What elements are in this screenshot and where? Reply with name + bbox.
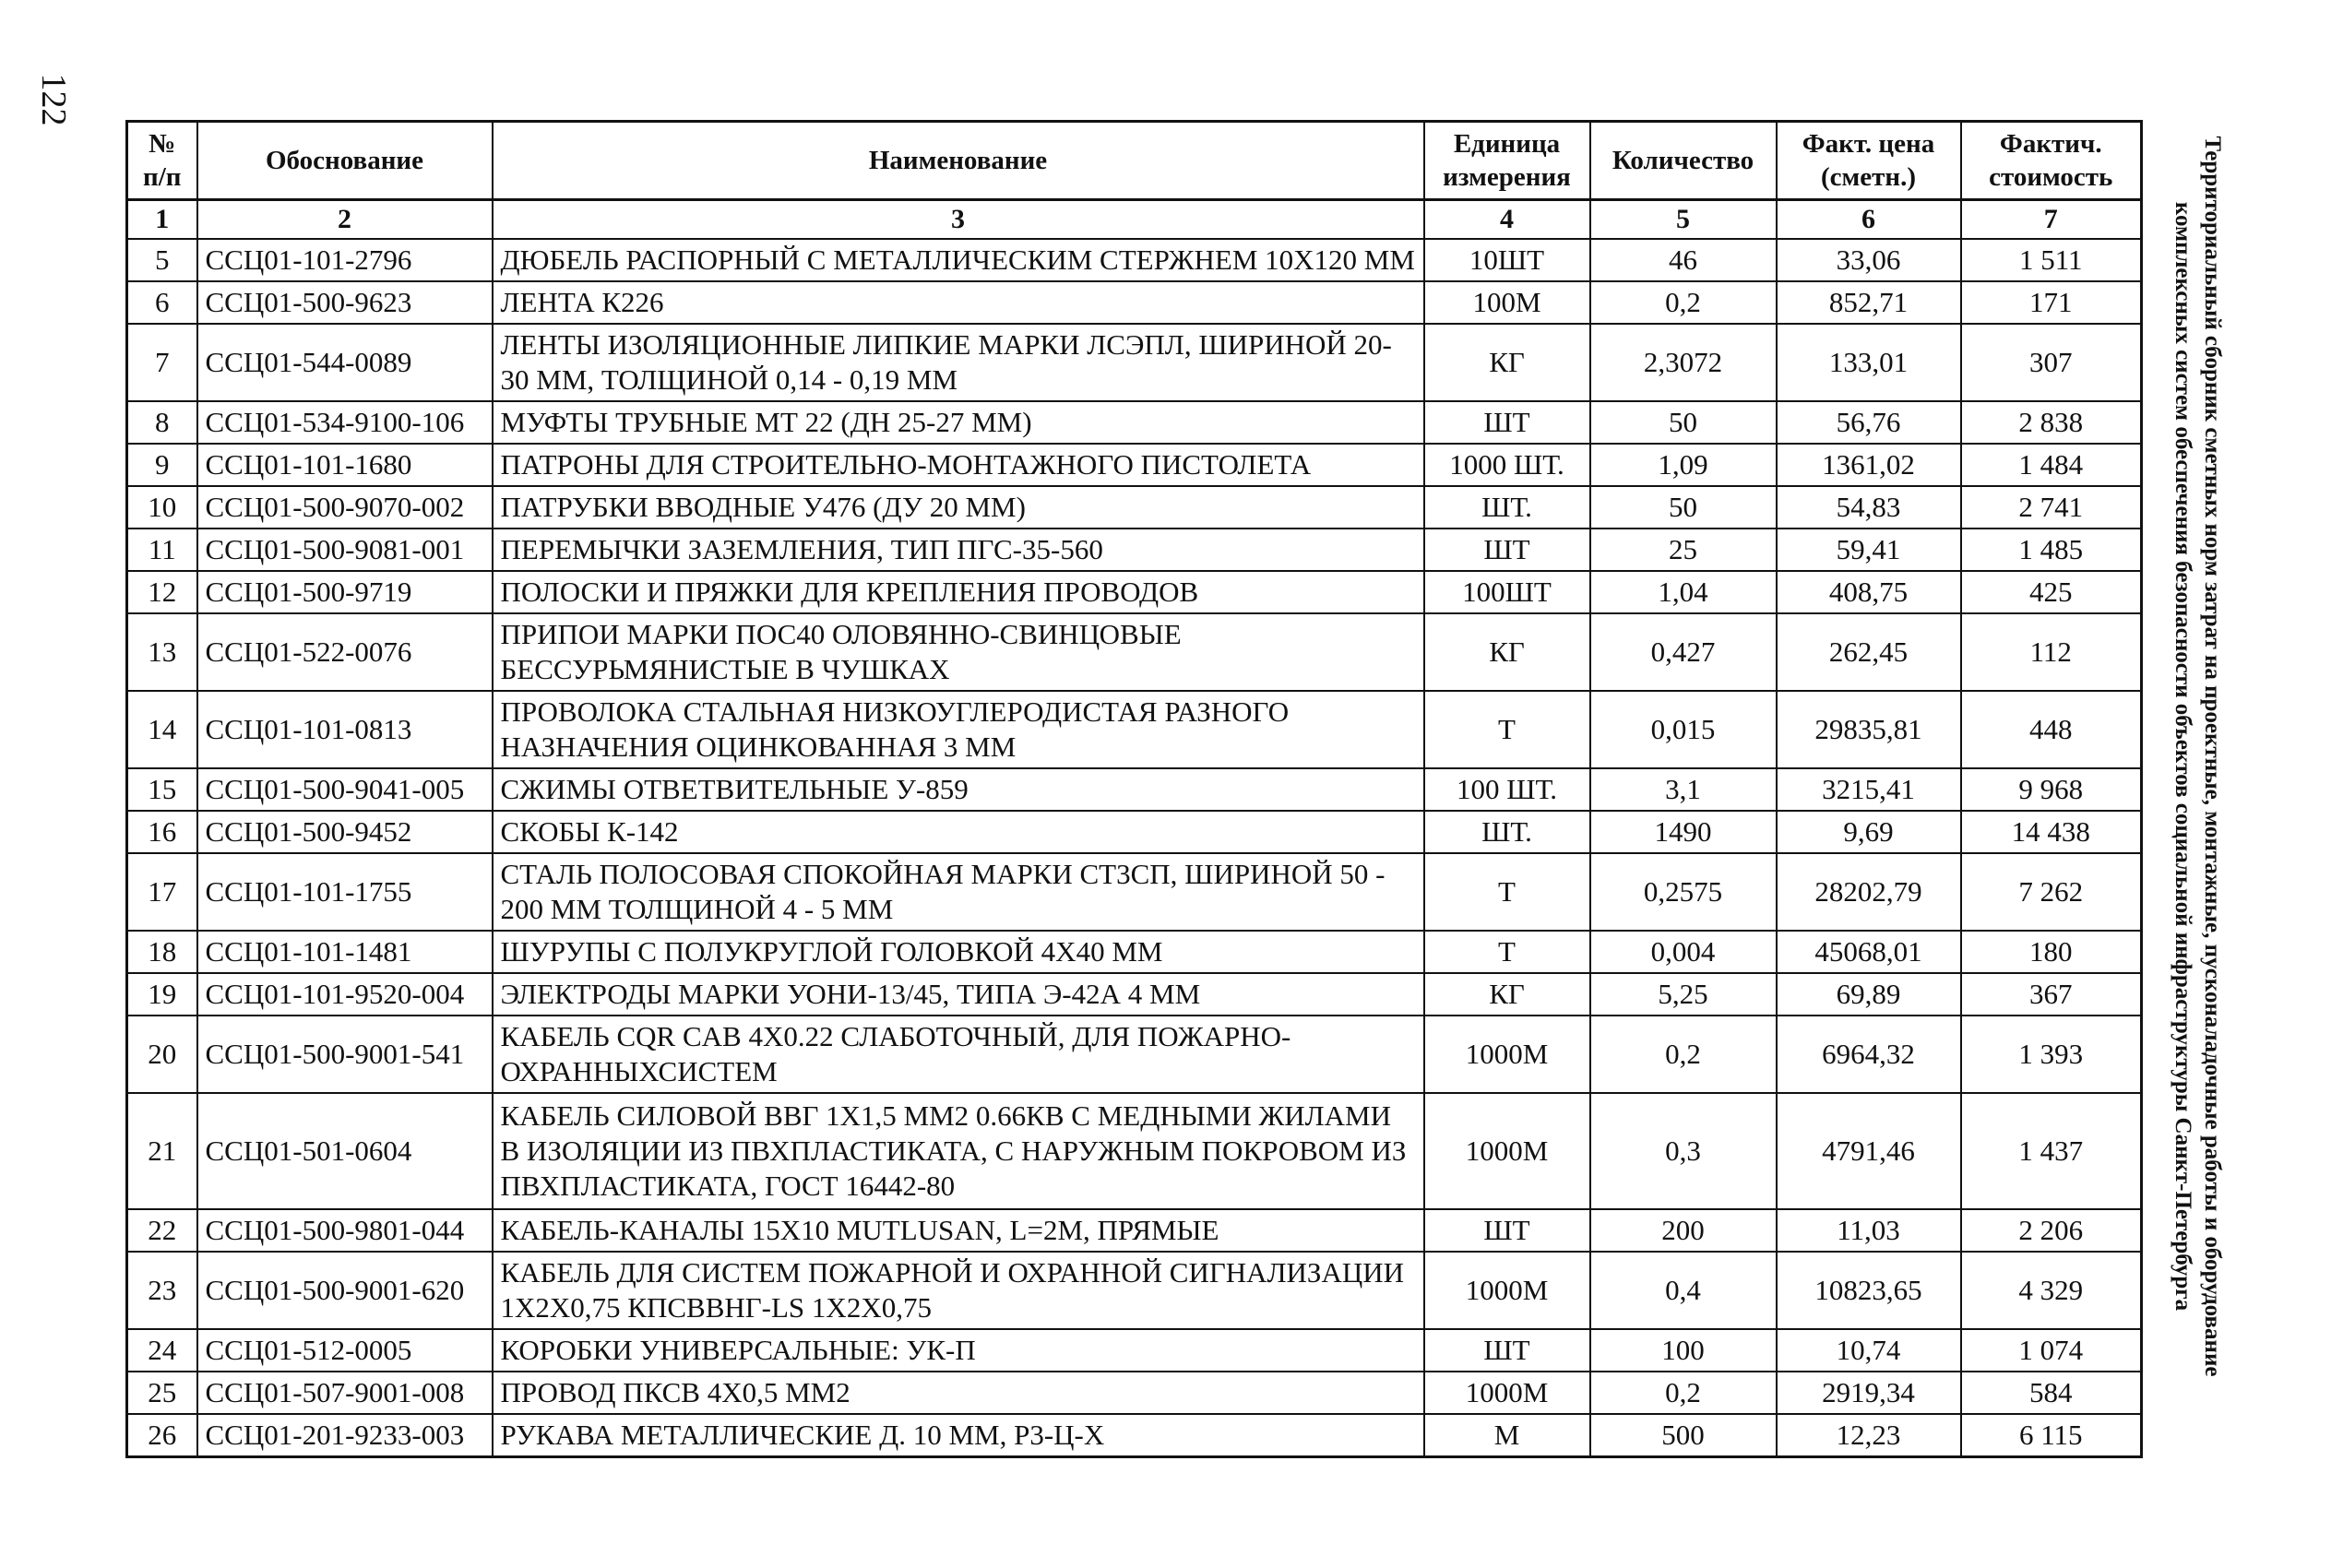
cell-cost: 1 393 (1961, 1016, 2142, 1093)
cell-cost: 307 (1961, 324, 2142, 401)
cell-name: ПРОВОЛОКА СТАЛЬНАЯ НИЗКОУГЛЕРОДИСТАЯ РАЗНОГО НАЗНАЧЕНИЯ ОЦИНКОВАННАЯ 3 ММ (493, 691, 1424, 768)
table-row (127, 401, 2142, 444)
table-row (127, 1329, 2142, 1372)
cell-unit: ШТ (1424, 401, 1590, 444)
cell-basis: ССЦ01-500-9719 (197, 571, 493, 613)
cell-unit: 1000М (1424, 1016, 1590, 1093)
cell-cost: 1 484 (1961, 444, 2142, 486)
cell-unit: КГ (1424, 973, 1590, 1016)
cell-unit: 1000М (1424, 1093, 1590, 1209)
cell-no: 10 (127, 486, 197, 529)
cell-no: 17 (127, 853, 197, 931)
cell-qty: 0,2575 (1590, 853, 1777, 931)
cell-no: 24 (127, 1329, 197, 1372)
cell-qty: 2,3072 (1590, 324, 1777, 401)
cell-name: ЭЛЕКТРОДЫ МАРКИ УОНИ-13/45, ТИПА Э-42А 4 ММ (493, 973, 1424, 1016)
table-row (127, 1252, 2142, 1329)
cell-cost: 171 (1961, 281, 2142, 324)
cell-name: ПРИПОИ МАРКИ ПОС40 ОЛОВЯННО-СВИНЦОВЫЕ БЕССУРЬМЯНИСТЫЕ В ЧУШКАХ (493, 613, 1424, 691)
cell-cost: 1 437 (1961, 1093, 2142, 1209)
cell-cost: 584 (1961, 1372, 2142, 1414)
cell-no: 26 (127, 1414, 197, 1457)
cell-price: 45068,01 (1777, 931, 1961, 973)
cell-cost: 7 262 (1961, 853, 2142, 931)
cell-no: 11 (127, 529, 197, 571)
cell-unit: ШТ. (1424, 811, 1590, 853)
cell-basis: ССЦ01-500-9081-001 (197, 529, 493, 571)
cell-price: 54,83 (1777, 486, 1961, 529)
cell-no: 5 (127, 239, 197, 281)
table-row (127, 1093, 2142, 1209)
cell-cost: 1 485 (1961, 529, 2142, 571)
cell-qty: 0,2 (1590, 281, 1777, 324)
cell-no: 23 (127, 1252, 197, 1329)
cell-unit: 100 ШТ. (1424, 768, 1590, 811)
cell-price: 28202,79 (1777, 853, 1961, 931)
header-name: Наименование (493, 122, 1424, 200)
header-price: Факт. цена (сметн.) (1777, 122, 1961, 200)
cell-name: ЛЕНТЫ ИЗОЛЯЦИОННЫЕ ЛИПКИЕ МАРКИ ЛСЭПЛ, ШИРИНОЙ 20-30 ММ, ТОЛЩИНОЙ 0,14 - 0,19 ММ (493, 324, 1424, 401)
column-number: 7 (1961, 200, 2142, 240)
table-row (127, 571, 2142, 613)
cell-qty: 25 (1590, 529, 1777, 571)
table-row (127, 931, 2142, 973)
cell-unit: ШТ (1424, 1329, 1590, 1372)
cell-qty: 5,25 (1590, 973, 1777, 1016)
cell-qty: 200 (1590, 1209, 1777, 1252)
cell-qty: 46 (1590, 239, 1777, 281)
cell-no: 13 (127, 613, 197, 691)
cell-basis: ССЦ01-500-9001-541 (197, 1016, 493, 1093)
cell-cost: 425 (1961, 571, 2142, 613)
table-row (127, 324, 2142, 401)
page-number: 122 (34, 73, 73, 126)
table-row (127, 1414, 2142, 1457)
cell-unit: ШТ (1424, 529, 1590, 571)
cell-name: СТАЛЬ ПОЛОСОВАЯ СПОКОЙНАЯ МАРКИ СТ3СП, ШИРИНОЙ 50 - 200 ММ ТОЛЩИНОЙ 4 - 5 ММ (493, 853, 1424, 931)
cell-no: 8 (127, 401, 197, 444)
cell-basis: ССЦ01-534-9100-106 (197, 401, 493, 444)
table-row (127, 613, 2142, 691)
table-row (127, 811, 2142, 853)
table-row (127, 973, 2142, 1016)
cell-price: 29835,81 (1777, 691, 1961, 768)
cell-basis: ССЦ01-501-0604 (197, 1093, 493, 1209)
cell-no: 18 (127, 931, 197, 973)
cell-name: ДЮБЕЛЬ РАСПОРНЫЙ С МЕТАЛЛИЧЕСКИМ СТЕРЖНЕМ 10Х120 ММ (493, 239, 1424, 281)
cell-no: 25 (127, 1372, 197, 1414)
cell-basis: ССЦ01-544-0089 (197, 324, 493, 401)
cell-qty: 0,004 (1590, 931, 1777, 973)
table-row (127, 1372, 2142, 1414)
column-number-row (127, 200, 2142, 240)
header-unit: Единица измерения (1424, 122, 1590, 200)
cell-basis: ССЦ01-500-9001-620 (197, 1252, 493, 1329)
table-row (127, 691, 2142, 768)
cell-price: 33,06 (1777, 239, 1961, 281)
cell-price: 262,45 (1777, 613, 1961, 691)
cell-qty: 500 (1590, 1414, 1777, 1457)
table-row (127, 529, 2142, 571)
cell-qty: 0,2 (1590, 1372, 1777, 1414)
header-qty: Количество (1590, 122, 1777, 200)
cell-no: 16 (127, 811, 197, 853)
cell-basis: ССЦ01-101-1755 (197, 853, 493, 931)
cell-unit: 1000М (1424, 1372, 1590, 1414)
running-header (2168, 37, 2227, 1476)
cell-no: 22 (127, 1209, 197, 1252)
cell-name: ПРОВОД ПКСВ 4Х0,5 ММ2 (493, 1372, 1424, 1414)
estimate-sheet (125, 120, 2143, 1458)
cell-unit: ШТ (1424, 1209, 1590, 1252)
cell-price: 3215,41 (1777, 768, 1961, 811)
cell-qty: 1490 (1590, 811, 1777, 853)
cell-unit: Т (1424, 691, 1590, 768)
cell-no: 15 (127, 768, 197, 811)
cell-no: 19 (127, 973, 197, 1016)
cell-basis: ССЦ01-101-9520-004 (197, 973, 493, 1016)
cell-price: 408,75 (1777, 571, 1961, 613)
cell-qty: 0,4 (1590, 1252, 1777, 1329)
cell-basis: ССЦ01-500-9801-044 (197, 1209, 493, 1252)
cell-name: СКОБЫ К-142 (493, 811, 1424, 853)
cell-name: МУФТЫ ТРУБНЫЕ МТ 22 (ДН 25-27 ММ) (493, 401, 1424, 444)
table-row (127, 1016, 2142, 1093)
cell-name: ПАТРОНЫ ДЛЯ СТРОИТЕЛЬНО-МОНТАЖНОГО ПИСТОЛЕТА (493, 444, 1424, 486)
column-number: 2 (197, 200, 493, 240)
cell-price: 9,69 (1777, 811, 1961, 853)
cell-basis: ССЦ01-500-9070-002 (197, 486, 493, 529)
cell-unit: КГ (1424, 324, 1590, 401)
cell-price: 4791,46 (1777, 1093, 1961, 1209)
cell-basis: ССЦ01-101-2796 (197, 239, 493, 281)
cell-cost: 1 511 (1961, 239, 2142, 281)
table-row (127, 853, 2142, 931)
cell-qty: 50 (1590, 401, 1777, 444)
cell-no: 9 (127, 444, 197, 486)
cell-cost: 367 (1961, 973, 2142, 1016)
cell-name: КАБЕЛЬ ДЛЯ СИСТЕМ ПОЖАРНОЙ И ОХРАННОЙ СИГНАЛИЗАЦИИ 1Х2Х0,75 КПСВВНГ-LS 1Х2Х0,75 (493, 1252, 1424, 1329)
cell-price: 56,76 (1777, 401, 1961, 444)
cell-qty: 100 (1590, 1329, 1777, 1372)
cell-name: ПЕРЕМЫЧКИ ЗАЗЕМЛЕНИЯ, ТИП ПГС-35-560 (493, 529, 1424, 571)
cell-no: 20 (127, 1016, 197, 1093)
cell-cost: 4 329 (1961, 1252, 2142, 1329)
cell-basis: ССЦ01-500-9041-005 (197, 768, 493, 811)
cell-no: 21 (127, 1093, 197, 1209)
cell-qty: 0,015 (1590, 691, 1777, 768)
cell-unit: Т (1424, 931, 1590, 973)
cell-cost: 2 741 (1961, 486, 2142, 529)
cell-unit: Т (1424, 853, 1590, 931)
table-row (127, 1209, 2142, 1252)
cell-name: СЖИМЫ ОТВЕТВИТЕЛЬНЫЕ У-859 (493, 768, 1424, 811)
cell-cost: 448 (1961, 691, 2142, 768)
cell-name: ПОЛОСКИ И ПРЯЖКИ ДЛЯ КРЕПЛЕНИЯ ПРОВОДОВ (493, 571, 1424, 613)
column-number: 1 (127, 200, 197, 240)
cell-cost: 2 206 (1961, 1209, 2142, 1252)
cell-no: 7 (127, 324, 197, 401)
cell-qty: 50 (1590, 486, 1777, 529)
cell-no: 12 (127, 571, 197, 613)
header-cost: Фактич. стоимость (1961, 122, 2142, 200)
table-row (127, 486, 2142, 529)
cell-name: ПАТРУБКИ ВВОДНЫЕ У476 (ДУ 20 ММ) (493, 486, 1424, 529)
cell-price: 10823,65 (1777, 1252, 1961, 1329)
header-row (127, 122, 2142, 200)
materials-table (125, 120, 2143, 1458)
cell-price: 59,41 (1777, 529, 1961, 571)
cell-cost: 6 115 (1961, 1414, 2142, 1457)
cell-basis: ССЦ01-500-9452 (197, 811, 493, 853)
running-header-line-2: комплексных систем обеспечения безопасности объектов социальной инфраструктуры Санкт-Петербурга (2171, 201, 2195, 1312)
cell-cost: 1 074 (1961, 1329, 2142, 1372)
table-row (127, 281, 2142, 324)
cell-cost: 9 968 (1961, 768, 2142, 811)
cell-name: ЛЕНТА К226 (493, 281, 1424, 324)
cell-qty: 0,427 (1590, 613, 1777, 691)
cell-qty: 0,2 (1590, 1016, 1777, 1093)
cell-name: ШУРУПЫ С ПОЛУКРУГЛОЙ ГОЛОВКОЙ 4Х40 ММ (493, 931, 1424, 973)
cell-basis: ССЦ01-507-9001-008 (197, 1372, 493, 1414)
table-row (127, 239, 2142, 281)
cell-cost: 2 838 (1961, 401, 2142, 444)
cell-cost: 112 (1961, 613, 2142, 691)
table-row (127, 444, 2142, 486)
cell-cost: 180 (1961, 931, 2142, 973)
cell-qty: 3,1 (1590, 768, 1777, 811)
cell-basis: ССЦ01-201-9233-003 (197, 1414, 493, 1457)
cell-unit: 1000М (1424, 1252, 1590, 1329)
cell-basis: ССЦ01-500-9623 (197, 281, 493, 324)
cell-basis: ССЦ01-101-1481 (197, 931, 493, 973)
cell-price: 133,01 (1777, 324, 1961, 401)
running-header-line-1: Территориальный сборник сметных норм затрат на проектные, монтажные, пусконаладочные работы и оборудование (2200, 136, 2225, 1377)
cell-price: 6964,32 (1777, 1016, 1961, 1093)
cell-no: 6 (127, 281, 197, 324)
cell-basis: ССЦ01-101-1680 (197, 444, 493, 486)
cell-name: КАБЕЛЬ СИЛОВОЙ ВВГ 1Х1,5 ММ2 0.66КВ С МЕДНЫМИ ЖИЛАМИ В ИЗОЛЯЦИИ ИЗ ПВХПЛАСТИКАТА, С НАРУЖНЫМ ПОКРОВОМ ИЗ ПВХПЛАСТИКАТА, ГОСТ 16442-80 (493, 1093, 1424, 1209)
cell-unit: М (1424, 1414, 1590, 1457)
cell-cost: 14 438 (1961, 811, 2142, 853)
column-number: 5 (1590, 200, 1777, 240)
cell-price: 10,74 (1777, 1329, 1961, 1372)
cell-price: 2919,34 (1777, 1372, 1961, 1414)
cell-price: 852,71 (1777, 281, 1961, 324)
cell-unit: 1000 ШТ. (1424, 444, 1590, 486)
cell-qty: 0,3 (1590, 1093, 1777, 1209)
table-row (127, 768, 2142, 811)
cell-price: 1361,02 (1777, 444, 1961, 486)
cell-name: КАБЕЛЬ-КАНАЛЫ 15Х10 MUTLUSAN, L=2M, ПРЯМЫЕ (493, 1209, 1424, 1252)
cell-unit: 10ШТ (1424, 239, 1590, 281)
header-basis: Обоснование (197, 122, 493, 200)
column-number: 6 (1777, 200, 1961, 240)
column-number: 4 (1424, 200, 1590, 240)
cell-qty: 1,04 (1590, 571, 1777, 613)
cell-name: КОРОБКИ УНИВЕРСАЛЬНЫЕ: УК-П (493, 1329, 1424, 1372)
cell-unit: КГ (1424, 613, 1590, 691)
cell-unit: 100ШТ (1424, 571, 1590, 613)
cell-price: 11,03 (1777, 1209, 1961, 1252)
cell-basis: ССЦ01-101-0813 (197, 691, 493, 768)
column-number: 3 (493, 200, 1424, 240)
cell-unit: 100М (1424, 281, 1590, 324)
cell-basis: ССЦ01-512-0005 (197, 1329, 493, 1372)
header-no: № п/п (127, 122, 197, 200)
cell-price: 69,89 (1777, 973, 1961, 1016)
cell-name: КАБЕЛЬ CQR CAB 4X0.22 СЛАБОТОЧНЫЙ, ДЛЯ ПОЖАРНО-ОХРАННЫХСИСТЕМ (493, 1016, 1424, 1093)
cell-basis: ССЦ01-522-0076 (197, 613, 493, 691)
cell-no: 14 (127, 691, 197, 768)
cell-name: РУКАВА МЕТАЛЛИЧЕСКИЕ Д. 10 ММ, Р3-Ц-Х (493, 1414, 1424, 1457)
cell-unit: ШТ. (1424, 486, 1590, 529)
cell-qty: 1,09 (1590, 444, 1777, 486)
cell-price: 12,23 (1777, 1414, 1961, 1457)
